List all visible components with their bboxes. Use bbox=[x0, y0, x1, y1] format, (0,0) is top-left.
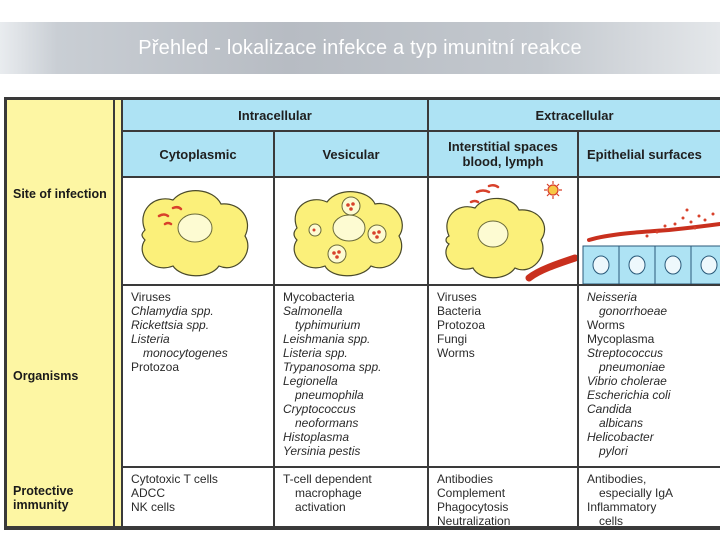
header-intracellular: Intracellular bbox=[123, 100, 427, 130]
list-item: Cryptococcus bbox=[283, 402, 356, 416]
list-item: Yersinia pestis bbox=[283, 444, 361, 458]
list-item: especially IgA bbox=[599, 486, 674, 500]
site-epithelial bbox=[579, 178, 720, 284]
organisms-epithelial bbox=[579, 286, 720, 466]
list-item: Phagocytosis bbox=[437, 500, 509, 514]
immunity-cytoplasmic bbox=[123, 468, 273, 526]
list-item: Leishmania spp. bbox=[283, 332, 371, 346]
list-item: cells bbox=[599, 514, 624, 526]
list-item: gonorrhoeae bbox=[599, 304, 668, 318]
infection-table bbox=[4, 97, 720, 530]
list-item: Cytotoxic T cells bbox=[131, 472, 218, 486]
list-item: Protozoa bbox=[131, 360, 180, 374]
organisms-cytoplasmic bbox=[123, 286, 273, 466]
list-item: Vibrio cholerae bbox=[587, 374, 667, 388]
list-item: Antibodies, bbox=[587, 472, 647, 486]
list-item: Helicobacter bbox=[587, 430, 654, 444]
immunity-vesicular bbox=[275, 468, 427, 526]
list-item: Neisseria bbox=[587, 290, 638, 304]
list-item: Streptococcus bbox=[587, 346, 664, 360]
epithelial-infection-illustration bbox=[579, 178, 720, 284]
immunity-interstitial bbox=[429, 468, 577, 526]
list-item: Bacteria bbox=[437, 304, 482, 318]
list-item: pylori bbox=[599, 444, 628, 458]
list-item: Mycobacteria bbox=[283, 290, 355, 304]
list-item: albicans bbox=[599, 416, 644, 430]
list-item: Histoplasma bbox=[283, 430, 350, 444]
list-item: activation bbox=[295, 500, 346, 514]
list-item: Salmonella bbox=[283, 304, 343, 318]
site-cytoplasmic bbox=[123, 178, 273, 284]
header-cytoplasmic: Cytoplasmic bbox=[123, 132, 273, 176]
list-item: Viruses bbox=[437, 290, 477, 304]
list-item: Antibodies bbox=[437, 472, 494, 486]
list-item: Complement bbox=[437, 486, 506, 500]
list-item: Legionella bbox=[283, 374, 338, 388]
list-item: macrophage bbox=[295, 486, 362, 500]
list-item: Protozoa bbox=[437, 318, 486, 332]
list-item: neoformans bbox=[295, 416, 359, 430]
list-item: Worms bbox=[587, 318, 625, 332]
row-label-stripe bbox=[115, 100, 121, 526]
cytoplasmic-infection-illustration bbox=[123, 178, 273, 284]
list-item: ADCC bbox=[131, 486, 166, 500]
site-vesicular bbox=[275, 178, 427, 284]
header-vesicular: Vesicular bbox=[275, 132, 427, 176]
list-item: Trypanosoma spp. bbox=[283, 360, 382, 374]
vesicular-infection-illustration bbox=[275, 178, 427, 284]
list-item: Inflammatory bbox=[587, 500, 657, 514]
list-item: Listeria spp. bbox=[283, 346, 348, 360]
list-item: T-cell dependent bbox=[283, 472, 372, 486]
list-item: pneumoniae bbox=[599, 360, 666, 374]
list-item: Viruses bbox=[131, 290, 171, 304]
interstitial-infection-illustration bbox=[429, 178, 577, 284]
site-interstitial bbox=[429, 178, 577, 284]
list-item: typhimurium bbox=[295, 318, 361, 332]
list-item: pneumophila bbox=[295, 388, 364, 402]
list-item: Escherichia coli bbox=[587, 388, 671, 402]
list-item: Listeria bbox=[131, 332, 170, 346]
list-item: Chlamydia spp. bbox=[131, 304, 214, 318]
row-label-organisms: Organisms bbox=[13, 369, 79, 383]
header-interstitial: Interstitial spaces blood, lymph bbox=[429, 132, 577, 176]
list-item: NK cells bbox=[131, 500, 176, 514]
row-label-column bbox=[7, 100, 113, 526]
list-item: Worms bbox=[437, 346, 475, 360]
list-item: Fungi bbox=[437, 332, 468, 346]
list-item: Candida bbox=[587, 402, 632, 416]
header-extracellular: Extracellular bbox=[429, 100, 720, 130]
organisms-vesicular bbox=[275, 286, 427, 466]
list-item: monocytogenes bbox=[143, 346, 228, 360]
list-item: Neutralization bbox=[437, 514, 511, 526]
header-epithelial: Epithelial surfaces bbox=[579, 132, 720, 176]
list-item: Rickettsia spp. bbox=[131, 318, 210, 332]
title-band bbox=[0, 22, 720, 74]
row-label-immunity: Protective immunity bbox=[13, 484, 74, 512]
immunity-epithelial bbox=[579, 468, 720, 526]
organisms-interstitial bbox=[429, 286, 577, 466]
list-item: Mycoplasma bbox=[587, 332, 655, 346]
slide-title: Přehled - lokalizace infekce a typ imunitní reakce bbox=[138, 37, 582, 59]
row-label-site: Site of infection bbox=[13, 187, 107, 201]
